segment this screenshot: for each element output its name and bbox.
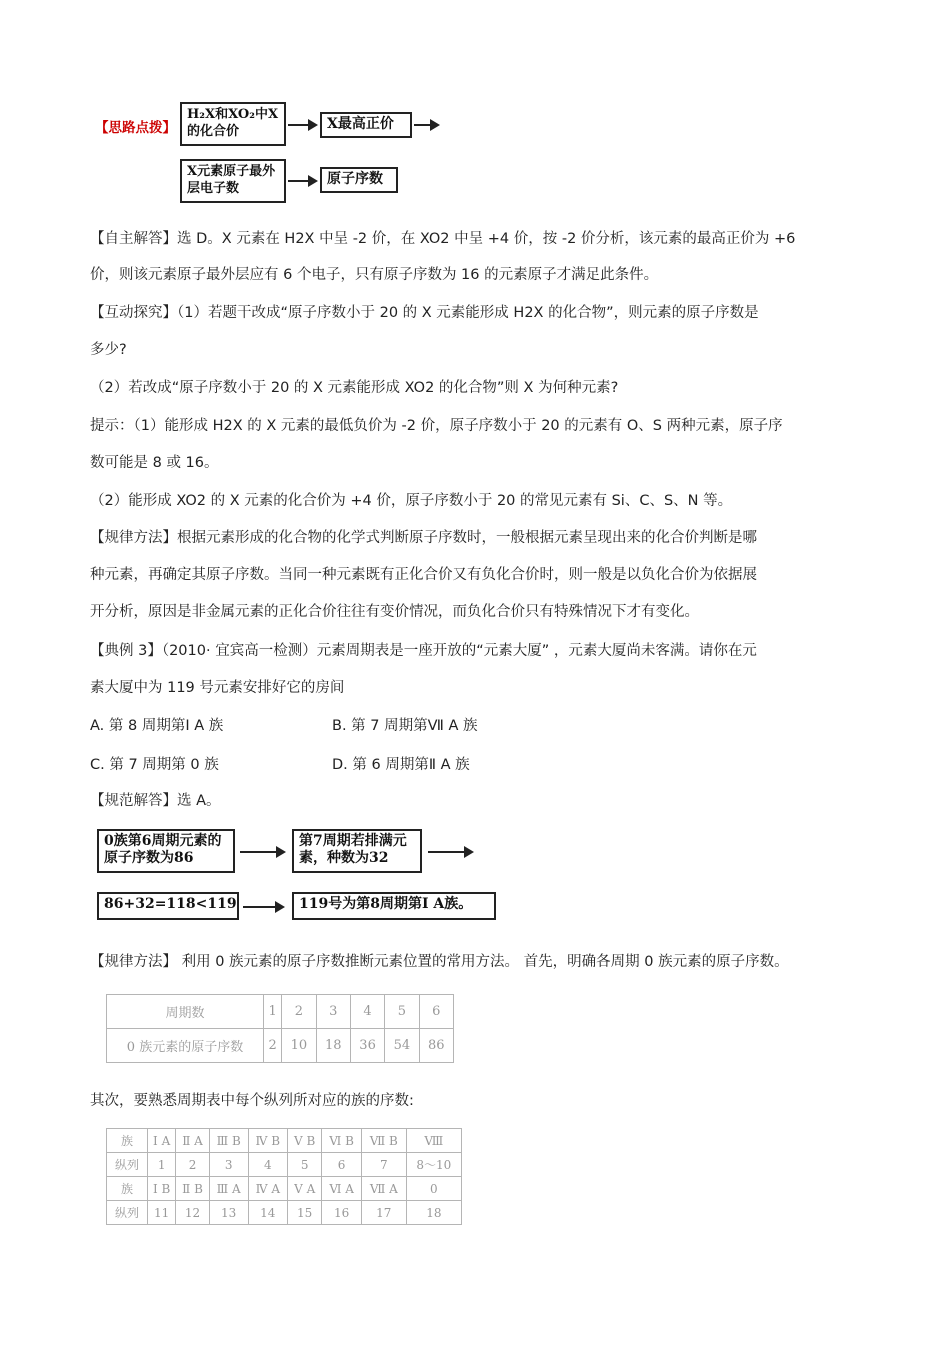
outer-electrons-box: X元素原子最外层电子数	[180, 159, 286, 203]
answer-line-1: 【自主解答】选 D。X 元素在 H2X 中呈 -2 价，在 XO2 中呈 +4 价，按 -2 价分析，该元素的最高正价为 +6	[90, 231, 796, 247]
example-line-2: 素大厦中为 119 号元素安排好它的房间	[90, 680, 345, 696]
compound-valence-box: H₂X和XO₂中X的化合价	[180, 102, 286, 146]
table-header: 族	[107, 1129, 148, 1153]
table-header: 0 族元素的原子序数	[107, 1029, 264, 1063]
table-cell: 8～10	[406, 1153, 461, 1177]
method-line-3: 开分析，原因是非金属元素的正化合价往往有变价情况，而负化合价只有特殊情况下才有变化。	[90, 604, 699, 620]
table-cell: 5	[385, 995, 419, 1029]
hint-line-1: 提示：（1）能形成 H2X 的 X 元素的最低负价为 -2 价，原子序数小于 20 的元素有 O、S 两种元素，原子序	[90, 418, 783, 434]
method-line-2: 种元素，再确定其原子序数。当同一种元素既有正化合价又有负化合价时，则一般是以负化合价为依据展	[90, 567, 757, 583]
table-cell: 0	[406, 1177, 461, 1201]
table-row	[107, 1129, 462, 1153]
table-cell: 7	[361, 1153, 406, 1177]
table-cell: 12	[176, 1201, 210, 1225]
table-cell: Ⅳ A	[248, 1177, 287, 1201]
table-cell: Ⅴ B	[288, 1129, 322, 1153]
table-cell: Ⅴ A	[288, 1177, 322, 1201]
table-row	[107, 1153, 462, 1177]
arrow	[288, 124, 316, 126]
table-cell: 10	[282, 1029, 316, 1063]
hint-line-2: 数可能是 8 或 16。	[90, 455, 219, 471]
period7-box: 第7周期若排满元素，种数为32	[292, 829, 422, 873]
table-cell: Ⅶ A	[361, 1177, 406, 1201]
explore-line-1: 【互动探究】（1）若题干改成“原子序数小于 20 的 X 元素能形成 H2X 的化合物”，则元素的原子序数是	[90, 305, 759, 321]
table-cell: 2	[264, 1029, 282, 1063]
arrow	[240, 851, 284, 853]
arrow	[288, 180, 316, 182]
arrow	[414, 124, 438, 126]
table-row	[107, 1029, 454, 1063]
answer-line-2: 价，则该元素原子最外层应有 6 个电子，只有原子序数为 16 的元素原子才满足此条件。	[90, 267, 659, 283]
table-row	[107, 1177, 462, 1201]
option-a: A. 第 8 周期第Ⅰ A 族	[90, 718, 224, 734]
table-cell: 18	[406, 1201, 461, 1225]
table-cell: 4	[350, 995, 384, 1029]
table-cell: 18	[316, 1029, 350, 1063]
option-c: C. 第 7 周期第 0 族	[90, 757, 219, 773]
group-column-table	[106, 1128, 462, 1225]
method-line-1: 【规律方法】根据元素形成的化合物的化学式判断原子序数时，一般根据元素呈现出来的化合价判断是哪	[90, 530, 757, 546]
table-cell: 54	[385, 1029, 419, 1063]
table-cell: 3	[316, 995, 350, 1029]
table-cell: 2	[282, 995, 316, 1029]
table-cell: 13	[209, 1201, 248, 1225]
method-line-4: 【规律方法】 利用 0 族元素的原子序数推断元素位置的常用方法。 首先，明确各周期 0 族元素的原子序数。	[90, 954, 789, 970]
hint-tag: 【思路点拨】	[95, 120, 176, 136]
period-zero-group-table	[106, 994, 454, 1063]
table-cell: 4	[248, 1153, 287, 1177]
table-header: 周期数	[107, 995, 264, 1029]
option-b: B. 第 7 周期第Ⅶ A 族	[332, 718, 478, 734]
table-cell: Ⅰ B	[148, 1177, 176, 1201]
table-cell: Ⅶ B	[361, 1129, 406, 1153]
explore-line-2: 多少?	[90, 342, 127, 358]
table-cell: 16	[322, 1201, 362, 1225]
table-header: 族	[107, 1177, 148, 1201]
table-cell: 86	[419, 1029, 453, 1063]
table-cell: 11	[148, 1201, 176, 1225]
max-valence-box: X最高正价	[320, 112, 412, 138]
conclusion-box: 119号为第8周期第Ⅰ A族。	[292, 892, 496, 920]
table-header: 纵列	[107, 1201, 148, 1225]
table-cell: 1	[264, 995, 282, 1029]
table-cell: Ⅲ B	[209, 1129, 248, 1153]
table-cell: Ⅱ A	[176, 1129, 210, 1153]
table-cell: 15	[288, 1201, 322, 1225]
arrow	[243, 906, 283, 908]
table-cell: Ⅵ A	[322, 1177, 362, 1201]
table-cell: Ⅵ B	[322, 1129, 362, 1153]
table-cell: 1	[148, 1153, 176, 1177]
atomic-number-box: 原子序数	[320, 167, 398, 193]
table-cell: 2	[176, 1153, 210, 1177]
table-cell: Ⅳ B	[248, 1129, 287, 1153]
table-cell: 17	[361, 1201, 406, 1225]
option-d: D. 第 6 周期第Ⅱ A 族	[332, 757, 470, 773]
table-cell: 3	[209, 1153, 248, 1177]
table-row	[107, 995, 454, 1029]
arrow	[428, 851, 472, 853]
method-line-5: 其次，要熟悉周期表中每个纵列所对应的族的序数:	[90, 1093, 414, 1109]
table-cell: Ⅷ	[406, 1129, 461, 1153]
table-cell: 6	[322, 1153, 362, 1177]
period6-box: 0族第6周期元素的原子序数为86	[97, 829, 235, 873]
table-cell: 6	[419, 995, 453, 1029]
table-cell: Ⅰ A	[148, 1129, 176, 1153]
hint-line-3: （2）能形成 XO2 的 X 元素的化合价为 +4 价，原子序数小于 20 的常见元素有 Si、C、S、N 等。	[90, 493, 733, 509]
table-header: 纵列	[107, 1153, 148, 1177]
table-cell: 5	[288, 1153, 322, 1177]
example-line-1: 【典例 3】（2010· 宜宾高一检测）元素周期表是一座开放的“元素大厦” ，元素大厦尚未客满。请你在元	[90, 643, 757, 659]
table-cell: Ⅱ B	[176, 1177, 210, 1201]
sum-box: 86+32=118<119	[97, 892, 239, 920]
table-row	[107, 1201, 462, 1225]
table-cell: 36	[350, 1029, 384, 1063]
table-cell: 14	[248, 1201, 287, 1225]
table-cell: Ⅲ A	[209, 1177, 248, 1201]
explore-line-3: （2）若改成“原子序数小于 20 的 X 元素能形成 XO2 的化合物”则 X 为何种元素?	[90, 380, 619, 396]
standard-answer-line: 【规范解答】选 A。	[90, 793, 221, 809]
